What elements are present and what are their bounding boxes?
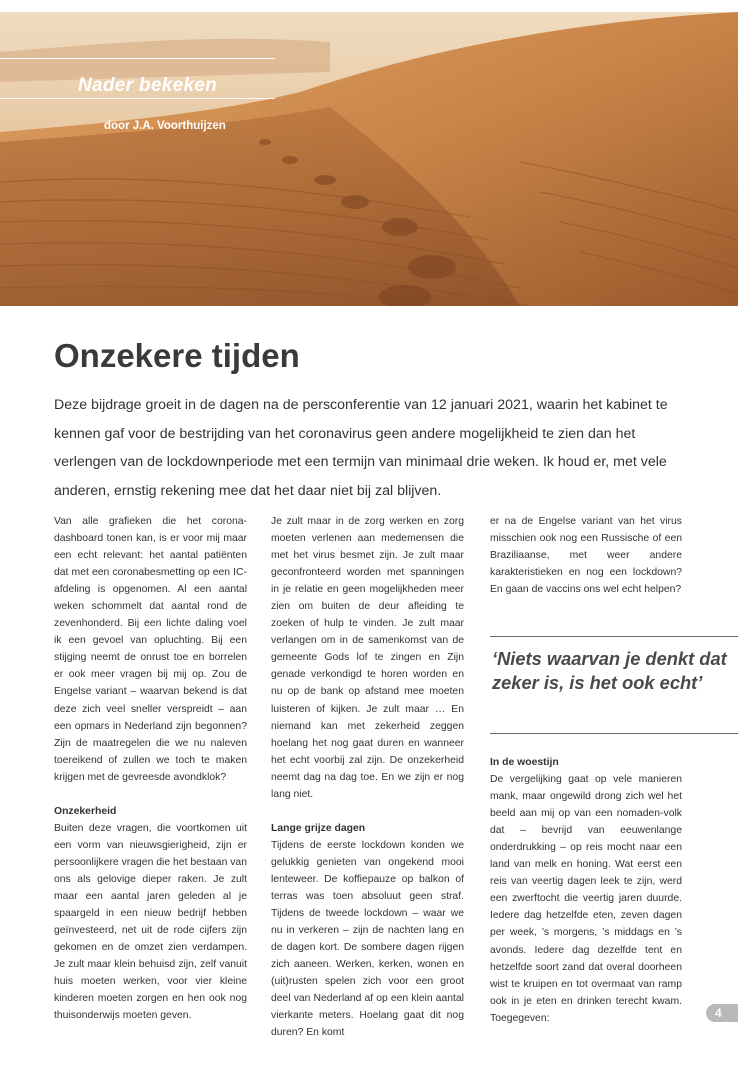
section-heading-lange-grijze-dagen: Lange grijze dagen bbox=[271, 822, 366, 834]
paragraph: Van alle grafieken die het corona-dashboard tonen kan, is er voor mij maar een echt relevant: het aantal patiënten dat met een coronabesmetting op een IC-afdeling is opgenomen. Al een aantal weken schommelt dat aantal rond de zevenhonderd. Bij een lichte daling voel ik een gevoel van opluchting. Bij een stijging neemt de onrust toe en borrelen er ook meer vragen bij mij op. Zou de Engelse variant – waarvan bekend is dat deze zich veel sneller verspreidt – aan een opmars in Nederland zijn begonnen? Zijn de maatregelen die we nu naleven toereikend of zullen we toch te maken krijgen met de gevreesde avondklok? bbox=[54, 516, 247, 783]
pull-quote: ‘Niets waarvan je denkt dat zeker is, is het ook echt’ bbox=[492, 648, 727, 693]
column-3-bottom bbox=[490, 754, 682, 1027]
paragraph: Buiten deze vragen, die voortkomen uit een vorm van nieuwsgierigheid, zijn er persoonlijkere vragen die het bestaan van ons als gelovige dieper raken. Je zult maar een aantal jaren geleden al je spaargeld in een nieuw bedrijf hebben geïnvesteerd, net uit de rode cijfers zijn gekomen en de omzet zien verdampen. Je zult maar klein behuisd zijn, zelf vanuit huis moeten werken, voor vier kleine kinderen moeten zorgen en hen ook nog thuisonderwijs moeten geven. bbox=[54, 822, 247, 1022]
hero-desert-image bbox=[0, 12, 738, 306]
article-intro: Deze bijdrage groeit in de dagen na de persconferentie van 12 januari 2021, waarin het kabinet te kennen gaf voor de bestrijding van het coronavirus geen andere mogelijkheid te zien dan het verlengen van de lockdownperiode met een termijn van minimaal drie weken. Ik houd er, met vele anderen, ernstig rekening mee dat het daar niet bij zal blijven. bbox=[54, 397, 668, 499]
section-heading-onzekerheid: Onzekerheid bbox=[54, 805, 117, 817]
paragraph: Je zult maar in de zorg werken en zorg moeten verlenen aan medemensen die met het virus besmet zijn. Je zult maar geconfronteerd worden met spanningen in je relatie en geen mogelijkheden meer zien om buiten de deur afleiding te zoeken of hulp te vinden. Je zult maar verlangen om in de samenkomst van de gemeente Gods lof te zingen en Zijn genade verkondigd te horen worden en nu op de bank op afstand mee moeten luisteren of kijken. Je zult maar … En niemand kan met zekerheid zeggen hoelang het nog gaat duren en wanneer het echt voorbij zal zijn. De onzekerheid neemt dag na dag toe. En we zijn er nog lang niet. bbox=[271, 516, 464, 800]
section-heading-in-de-woestijn: In de woestijn bbox=[490, 757, 559, 768]
pull-quote-box bbox=[490, 636, 738, 734]
article-title: Onzekere tijden bbox=[54, 337, 300, 374]
page-number-badge: 4 bbox=[706, 1004, 738, 1022]
column-3-top bbox=[490, 513, 682, 598]
column-1 bbox=[54, 513, 247, 1024]
paragraph: Tijdens de eerste lockdown konden we gelukkig genieten van ongekend mooi lenteweer. De koffiepauze op balkon of terras was toen absoluut geen straf. Tijdens de tweede lockdown – waar we nu in verkeren – zijn de nachten lang en de dagen kort. De sombere dagen rijgen zich aaneen. Werken, kerken, wonen en (uit)rusten spelen zich voor een groot deel van Nederland af op een klein aantal vierkante meters. Hoelang gaat dit nog duren? En komt bbox=[271, 839, 464, 1039]
hero-top-rule bbox=[0, 58, 275, 59]
paragraph: er na de Engelse variant van het virus misschien ook nog een Russische of een Braziliaanse, met weer andere karakteristieken en nog een lockdown? En gaan de vaccins ons wel echt helpen? bbox=[490, 516, 682, 596]
desert-dunes-illustration bbox=[0, 12, 738, 306]
column-2 bbox=[271, 513, 464, 1041]
paragraph: De vergelijking gaat op vele manieren mank, maar ongewild drong zich wel het beeld aan mij op van een nomaden-volk dat – bevrijd van eeuwenlange onderdrukking – op reis mocht naar een land van melk en honing. Wat eerst een reis van veertig dagen leek te zijn, werd een zwerftocht die veertig jaren duurde. Iedere dag hetzelfde eten, zeven dagen per week, ’s morgens, ’s middags en ’s avonds. Iedere dag dezelfde tent en hetzelfde soort zand dat overal doorheen wist te kruipen en tot overmaat van ramp ook in je eten en drinken terecht kwam. Toegegeven: bbox=[490, 774, 682, 1024]
series-title: Nader bekeken bbox=[78, 75, 218, 96]
hero-bottom-rule bbox=[0, 98, 275, 99]
byline: door J.A. Voorthuijzen bbox=[104, 120, 226, 132]
